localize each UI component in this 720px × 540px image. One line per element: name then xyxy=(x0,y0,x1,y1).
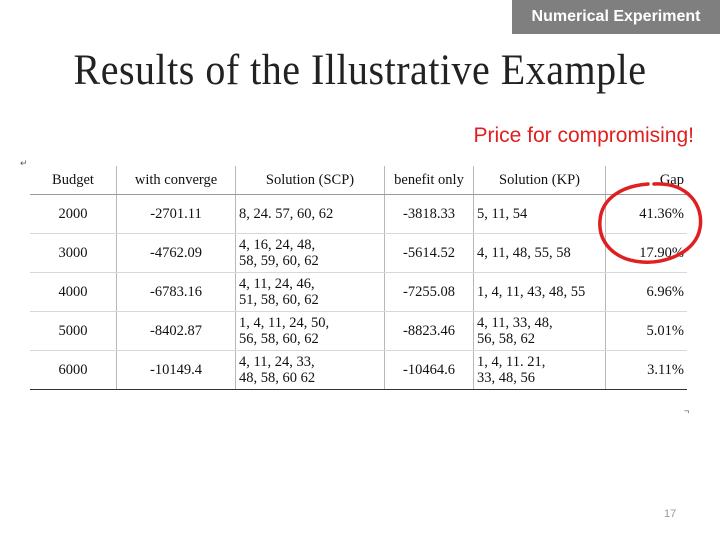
cell-budget: 5000 xyxy=(30,312,117,351)
header-solution-kp: Solution (KP) xyxy=(474,166,606,195)
table-header-row xyxy=(30,166,687,195)
table-row xyxy=(30,195,687,234)
annotation-text: Price for compromising! xyxy=(473,124,694,147)
cell-with-converge: -8402.87 xyxy=(117,312,236,351)
cell-gap: 17.90% xyxy=(606,234,688,273)
table-row xyxy=(30,351,687,390)
table-row xyxy=(30,273,687,312)
cell-benefit-only: -5614.52 xyxy=(385,234,474,273)
cell-solution-kp: 5, 11, 54 xyxy=(474,195,606,234)
cell-solution-scp: 1, 4, 11, 24, 50, 56, 58, 60, 62 xyxy=(236,312,385,351)
cell-benefit-only: -7255.08 xyxy=(385,273,474,312)
cell-with-converge: -2701.11 xyxy=(117,195,236,234)
cell-with-converge: -6783.16 xyxy=(117,273,236,312)
cell-solution-kp: 1, 4, 11, 43, 48, 55 xyxy=(474,273,606,312)
table-row xyxy=(30,234,687,273)
page-number: 17 xyxy=(664,508,677,520)
cell-budget: 2000 xyxy=(30,195,117,234)
cell-solution-scp: 4, 16, 24, 48, 58, 59, 60, 62 xyxy=(236,234,385,273)
cell-gap: 6.96% xyxy=(606,273,688,312)
cell-gap: 5.01% xyxy=(606,312,688,351)
cell-solution-scp: 4, 11, 24, 33, 48, 58, 60 62 xyxy=(236,351,385,390)
cell-with-converge: -10149.4 xyxy=(117,351,236,390)
cell-with-converge: -4762.09 xyxy=(117,234,236,273)
section-tag: Numerical Experiment xyxy=(512,0,720,34)
cell-budget: 3000 xyxy=(30,234,117,273)
header-benefit-only: benefit only xyxy=(385,166,474,195)
header-with-converge: with converge xyxy=(117,166,236,195)
table-end-marker-icon: ¬ xyxy=(684,406,690,416)
header-solution-scp: Solution (SCP) xyxy=(236,166,385,195)
cell-solution-kp: 4, 11, 48, 55, 58 xyxy=(474,234,606,273)
cell-gap: 41.36% xyxy=(606,195,688,234)
cell-solution-kp: 1, 4, 11. 21, 33, 48, 56 xyxy=(474,351,606,390)
cell-solution-kp: 4, 11, 33, 48, 56, 58, 62 xyxy=(474,312,606,351)
cell-budget: 6000 xyxy=(30,351,117,390)
highlight-circle xyxy=(596,178,704,266)
header-gap: Gap xyxy=(606,166,688,195)
cell-marker-icon: ↵ xyxy=(20,158,28,168)
header-budget: Budget xyxy=(30,166,117,195)
cell-benefit-only: -10464.6 xyxy=(385,351,474,390)
results-table xyxy=(30,166,687,390)
table-row xyxy=(30,312,687,351)
cell-budget: 4000 xyxy=(30,273,117,312)
cell-solution-scp: 4, 11, 24, 46, 51, 58, 60, 62 xyxy=(236,273,385,312)
cell-benefit-only: -8823.46 xyxy=(385,312,474,351)
cell-solution-scp: 8, 24. 57, 60, 62 xyxy=(236,195,385,234)
slide-title: Results of the Illustrative Example xyxy=(73,45,647,94)
cell-gap: 3.11% xyxy=(606,351,688,390)
cell-benefit-only: -3818.33 xyxy=(385,195,474,234)
results-table-container xyxy=(20,158,690,418)
